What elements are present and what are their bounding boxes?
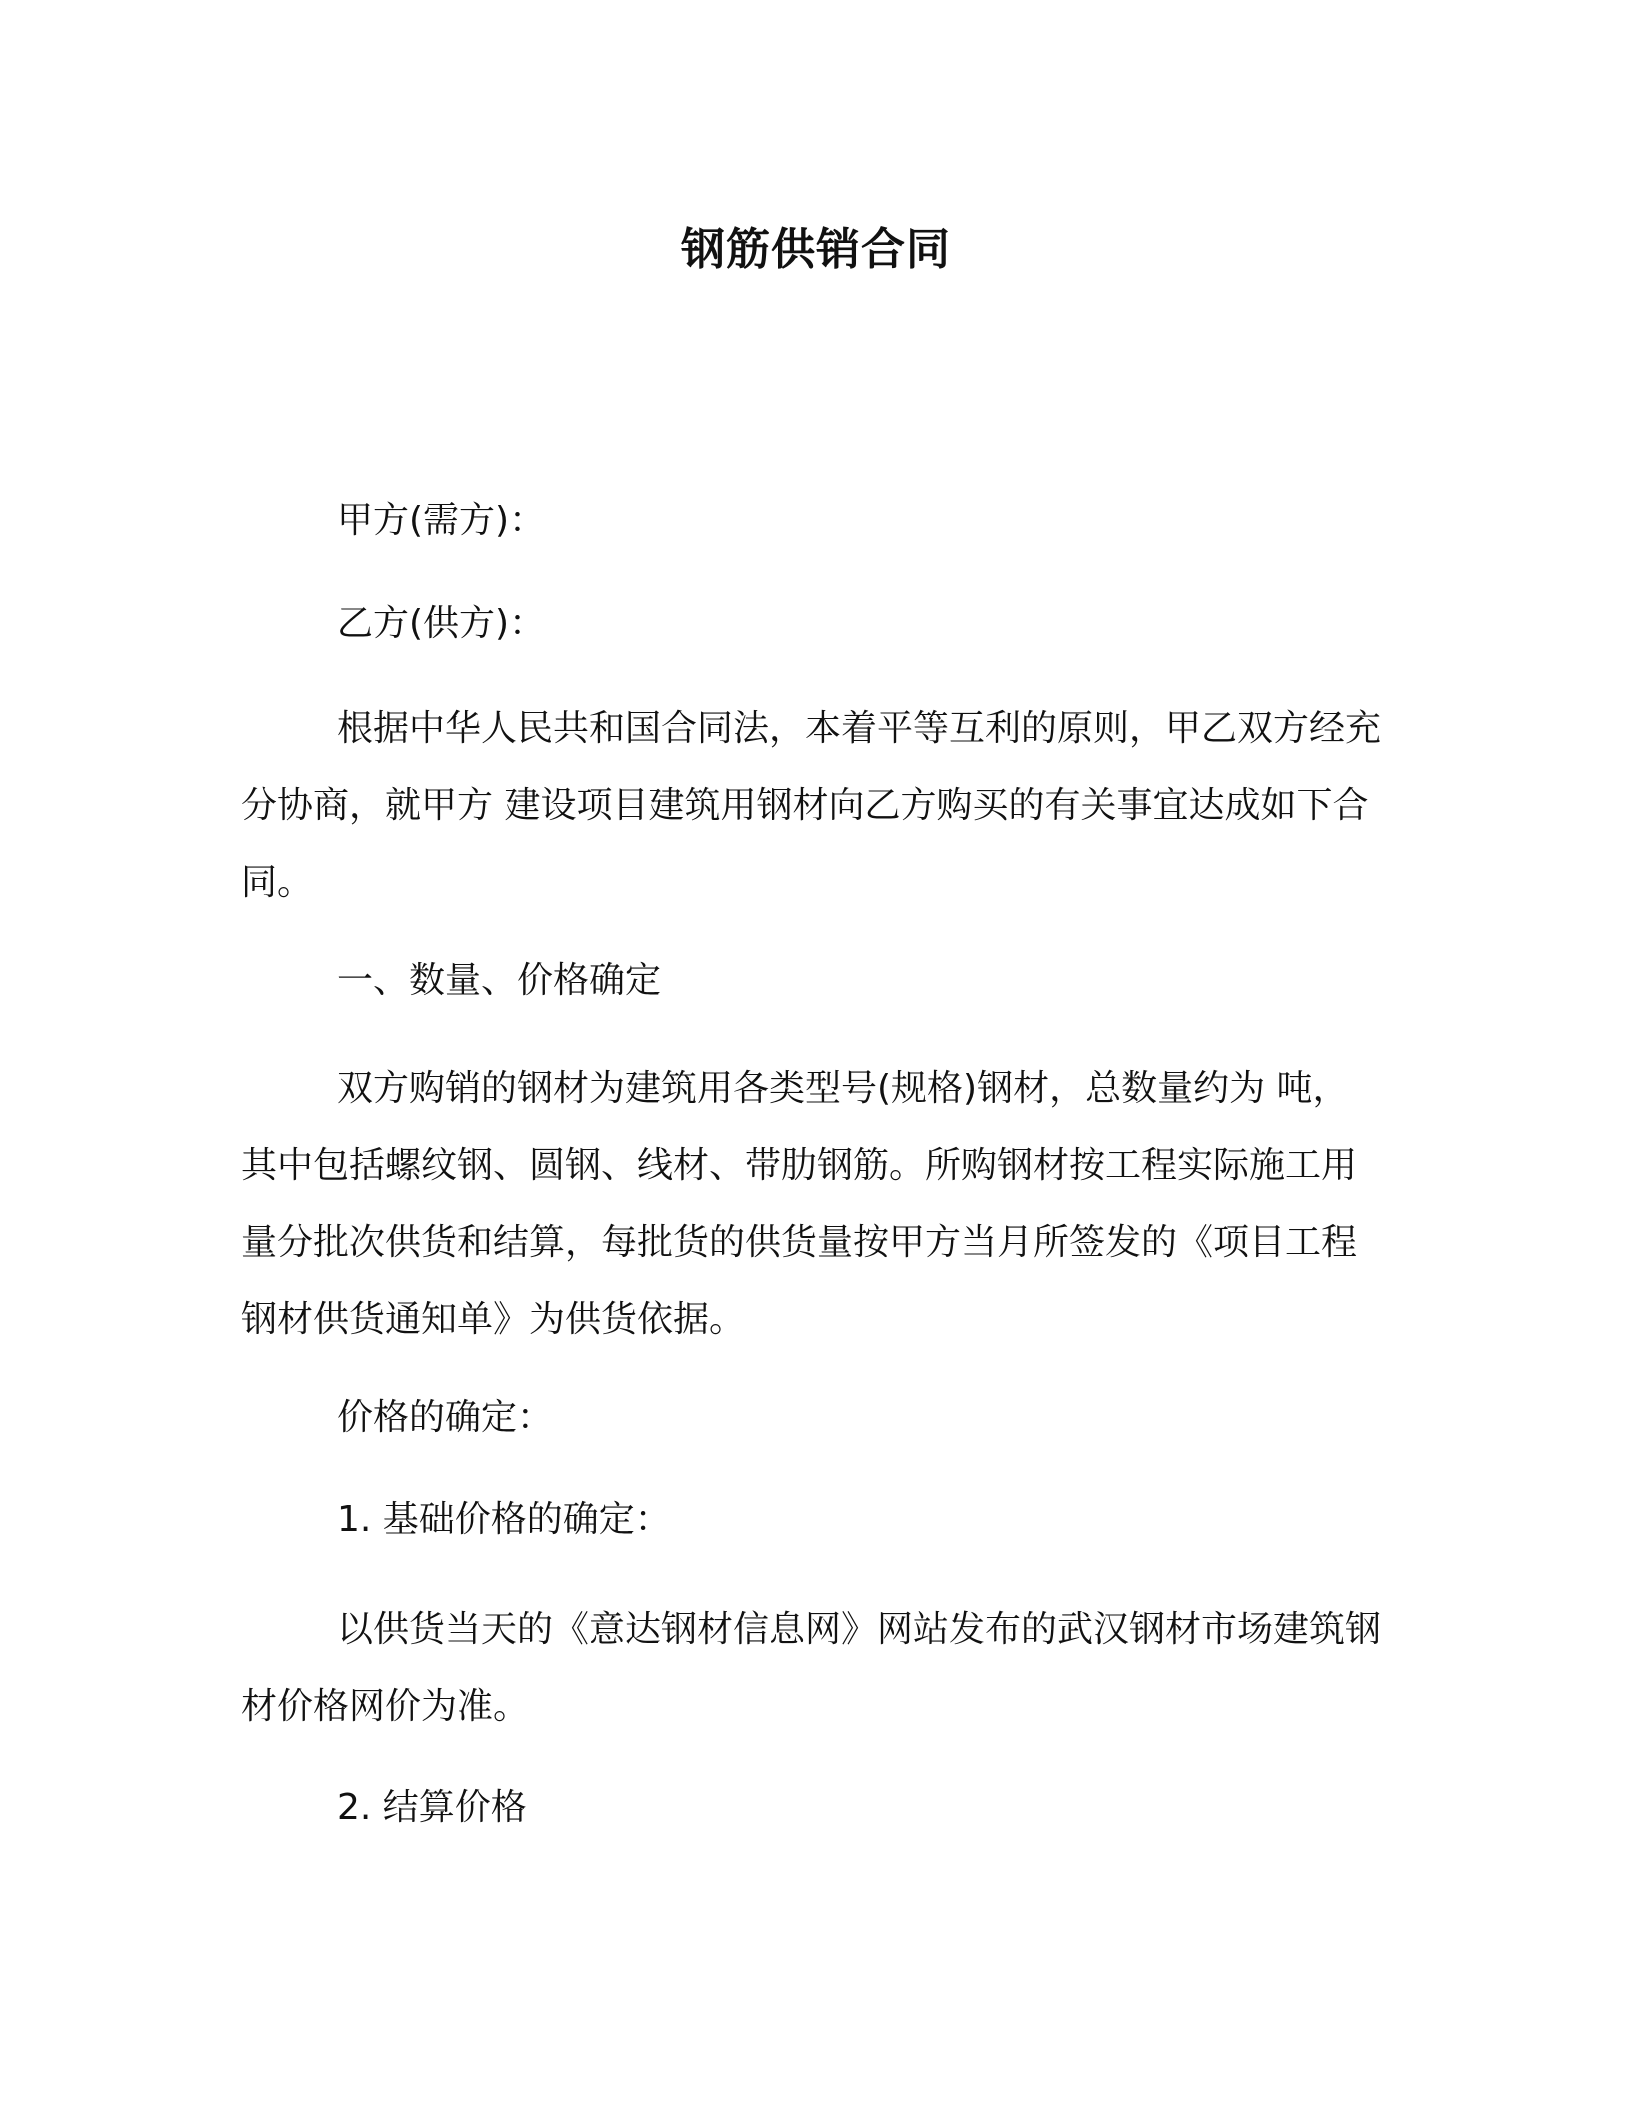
- party-b-label: 乙方(供方)：: [337, 603, 546, 644]
- section-1-paragraph: 双方购销的钢材为建筑用各类型号(规格)钢材，总数量约为 吨，其中包括螺纹钢、圆钢、线材、带肋钢筋。所购钢材按工程实际施工用量分批次供货和结算，每批货的供货量按甲方当月所签发的《项目工程钢材供货通知单》为供货依据。: [241, 1068, 1358, 1340]
- item-1-heading: 1. 基础价格的确定：: [337, 1499, 671, 1540]
- item-2-heading: 2. 结算价格: [337, 1787, 527, 1828]
- section-1-heading: 一、数量、价格确定: [337, 960, 662, 1001]
- item-1-paragraph: 以供货当天的《意达钢材信息网》网站发布的武汉钢材市场建筑钢材价格网价为准。: [241, 1609, 1382, 1727]
- party-a-label: 甲方(需方)：: [337, 500, 546, 541]
- price-heading: 价格的确定：: [337, 1397, 554, 1438]
- document-title: 钢筋供销合同: [681, 224, 951, 275]
- intro-paragraph: 根据中华人民共和国合同法，本着平等互利的原则，甲乙双方经充分协商，就甲方 建设项目建筑用钢材向乙方购买的有关事宜达成如下合同。: [241, 708, 1382, 903]
